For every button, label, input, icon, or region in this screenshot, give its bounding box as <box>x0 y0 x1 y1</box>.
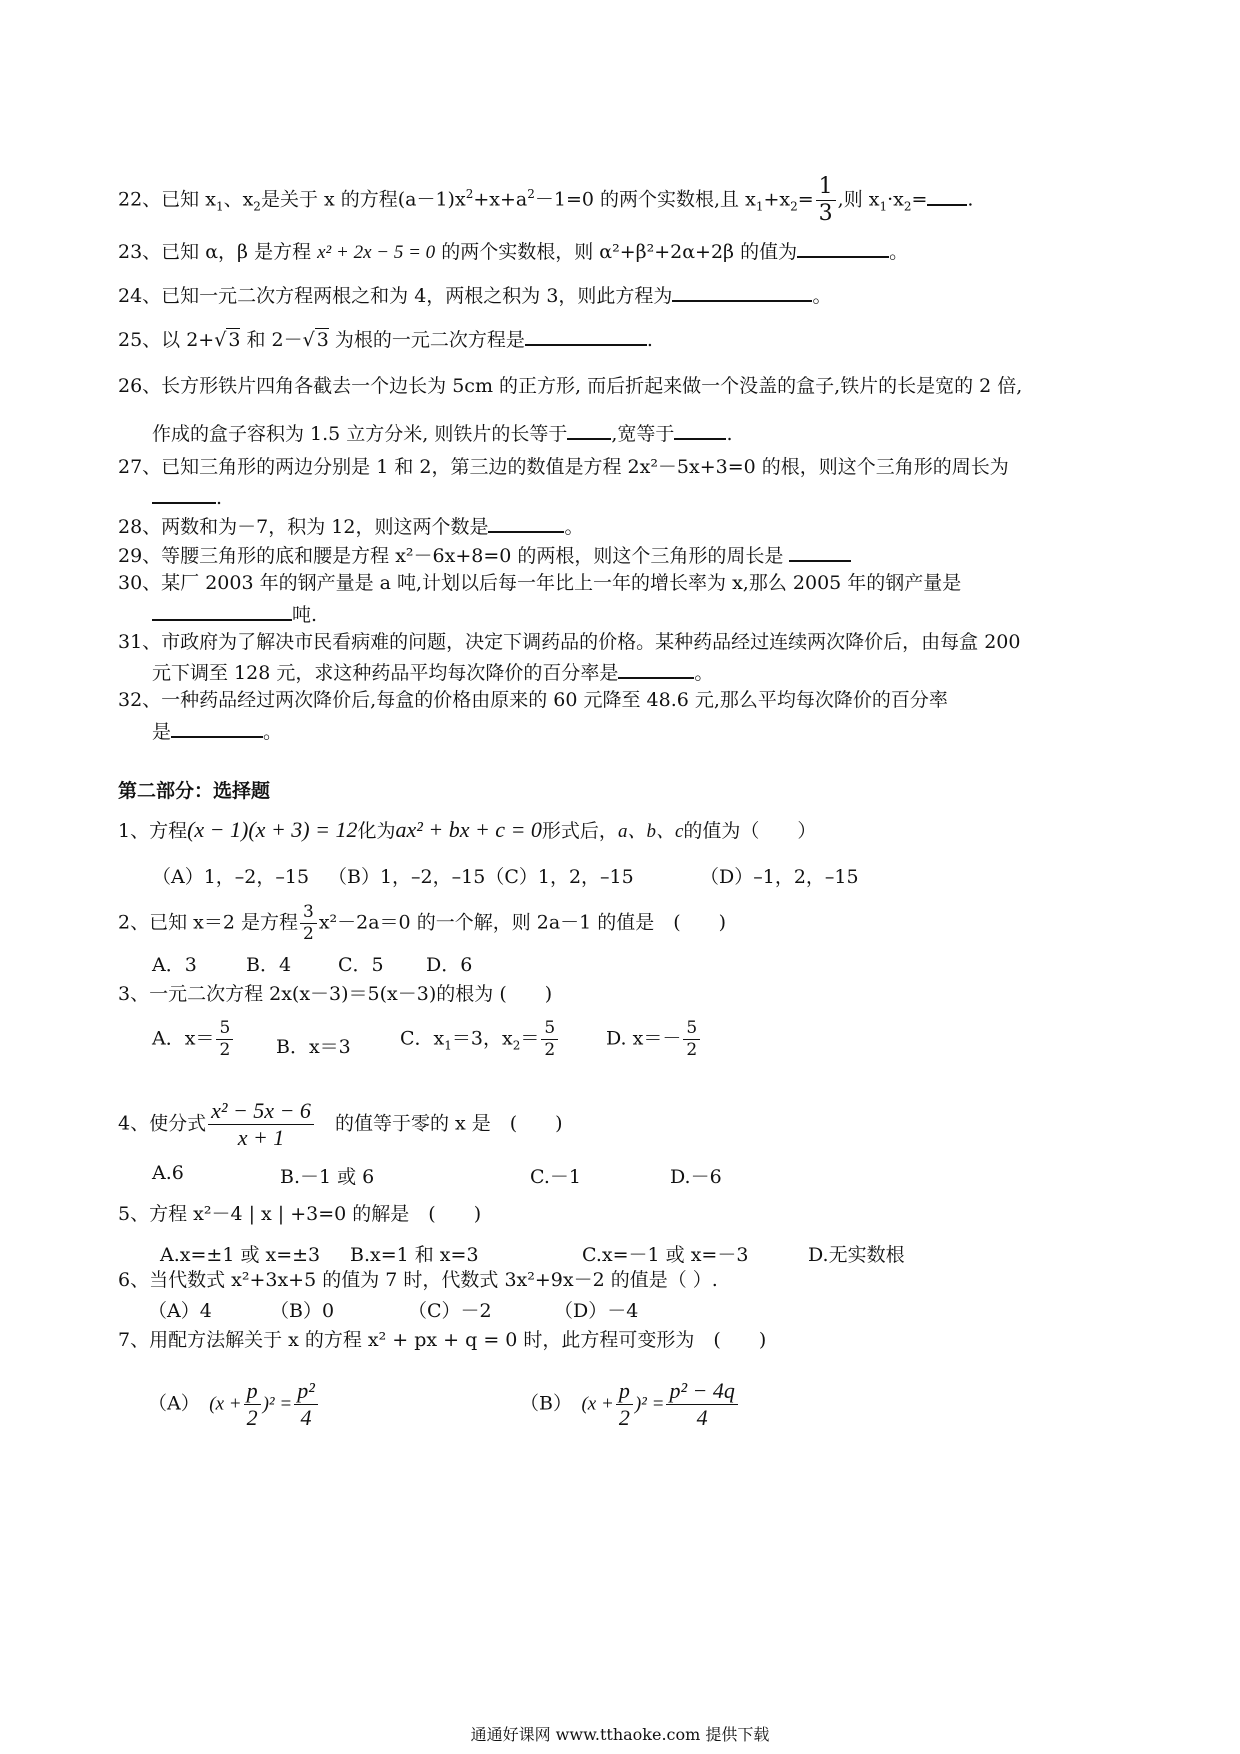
option[interactable]: C．5 <box>338 954 384 976</box>
question-27-line2: . <box>152 484 222 510</box>
fraction: $\frac{3}{2}$ <box>300 904 317 943</box>
equation: (x − 1)(x + 3) = 12 <box>187 817 358 842</box>
question-31-line2: 元下调至 128 元，求这种药品平均每次降价的百分率是 。 <box>152 659 713 685</box>
option[interactable]: C.x=－1 或 x=－3 <box>582 1244 749 1266</box>
answer-blank[interactable] <box>488 513 564 533</box>
fraction: $\frac{\text{x² − 5x − 6}}{x + 1}$ <box>208 1100 314 1149</box>
question-32-line2: 是 。 <box>152 718 282 744</box>
option[interactable]: B.－1 或 6 <box>280 1166 375 1188</box>
answer-blank[interactable] <box>171 718 263 738</box>
choice-4: 4、使分式 $\frac{\text{x² − 5x − 6}}{x + 1}$ 的值等于零的 x 是 ( ) <box>118 1098 563 1150</box>
question-29: 29、等腰三角形的底和腰是方程 x²－6x+8=0 的两根，则这个三角形的周长是 <box>118 542 851 568</box>
fraction: $\frac{p}{2}$ <box>244 1380 261 1429</box>
choice-6: 6、当代数式 x²+3x+5 的值为 7 时，代数式 3x²+9x－2 的值是（ ）. <box>118 1269 718 1291</box>
answer-blank[interactable] <box>567 420 611 440</box>
fraction: $\frac{5}{2}$ <box>683 1020 700 1059</box>
option[interactable]: A．3 <box>152 954 197 976</box>
fraction: $\frac{\text{p² − 4q}}{4}$ <box>666 1380 737 1429</box>
question-23: 23、已知 α，β 是方程 x² + 2x − 5 = 0 的两个实数根，则 α²+β²+2α+2β 的值为 。 <box>118 238 908 265</box>
answer-blank[interactable] <box>789 542 851 562</box>
option[interactable]: （A）1，–2，–15 <box>152 866 310 888</box>
option[interactable]: （B）1，–2，–15（C）1，2，–15 <box>328 866 634 888</box>
question-25: 25、以 2+√ 3 和 2－√ 3 为根的一元二次方程是 . <box>118 326 653 352</box>
option[interactable]: C．$x_1=3$，$x_2=$ $\frac{5}{2}$ <box>400 1020 560 1059</box>
option-a[interactable]: （A） (x + $\frac{p}{2}$ )² = $\frac{\text{p²}}{4}$ <box>148 1380 320 1429</box>
page-footer: 通通好课网 www.tthaoke.com 提供下载 <box>470 1725 770 1744</box>
choice-3: 3、一元二次方程 2x(x－3)＝5(x－3)的根为 ( ) <box>118 983 553 1005</box>
question-22: 22、已知 $x_1$、$x_2$是关于 x 的方程$(a-1)x^2+x+a^2-1=0$ 的两个实数根,且 $x_1+x_2=$ $\frac{1}{3}$ ,则 $x_1\cdot x_2=$ . <box>118 174 974 226</box>
choice-5: 5、方程 x²－4 | x | +3=0 的解是 ( ) <box>118 1203 482 1225</box>
equation: x² + 2x − 5 = 0 <box>317 242 436 263</box>
abs-value: | x | <box>242 1203 291 1225</box>
option[interactable]: A．x＝ $\frac{5}{2}$ <box>152 1020 235 1059</box>
question-24: 24、已知一元二次方程两根之和为 4，两根之积为 3，则此方程为 。 <box>118 282 831 308</box>
fraction: $\frac{\text{p²}}{4}$ <box>294 1380 318 1429</box>
answer-blank[interactable] <box>672 282 812 302</box>
option[interactable]: （C）－2 <box>408 1300 492 1322</box>
option[interactable]: D. x＝－ $\frac{5}{2}$ <box>606 1020 702 1059</box>
sqrt-3: √ 3 <box>302 329 329 351</box>
option[interactable]: （A）4 <box>148 1300 212 1322</box>
option[interactable]: B.x=1 和 x=3 <box>350 1244 479 1266</box>
option[interactable]: （B）0 <box>270 1300 335 1322</box>
answer-blank[interactable] <box>927 186 967 206</box>
choice-7: 7、用配方法解关于 x 的方程 x² + px + q = 0 时，此方程可变形为 ( ) <box>118 1329 767 1351</box>
question-26-line2: 作成的盒子容积为 1.5 立方分米, 则铁片的长等于 ,宽等于 . <box>152 420 732 446</box>
option-b[interactable]: （B） (x + $\frac{p}{2}$ )² = $\frac{\text{p² − 4q}}{4}$ <box>520 1380 740 1429</box>
option[interactable]: B．4 <box>246 954 292 976</box>
option[interactable]: （D）–1，2，–15 <box>700 866 859 888</box>
fraction: $\frac{5}{2}$ <box>216 1020 233 1059</box>
equation: ax² + bx + c = 0 <box>395 817 542 842</box>
answer-blank[interactable] <box>674 420 726 440</box>
sqrt-3: √ 3 <box>214 329 241 351</box>
option[interactable]: D.－6 <box>670 1166 722 1188</box>
question-30-line1: 30、某厂 2003 年的钢产量是 a 吨,计划以后每一年比上一年的增长率为 x,那么 2005 年的钢产量是 <box>118 572 962 594</box>
option[interactable]: A.6 <box>152 1162 184 1184</box>
answer-blank[interactable] <box>152 601 292 621</box>
option[interactable]: D．6 <box>426 954 473 976</box>
question-32-line1: 32、一种药品经过两次降价后,每盒的价格由原来的 60 元降至 48.6 元,那么平均每次降价的百分率 <box>118 689 948 711</box>
answer-blank[interactable] <box>618 659 694 679</box>
choice-1: 1、方程(x − 1)(x + 3) = 12化为ax² + bx + c = 0形式后，a、b、c的值为（ ） <box>118 817 817 842</box>
question-27-line1: 27、已知三角形的两边分别是 1 和 2，第三边的数值是方程 2x²－5x+3=0 的根，则这个三角形的周长为 <box>118 456 1009 478</box>
section-heading: 第二部分：选择题 <box>118 780 271 802</box>
answer-blank[interactable] <box>797 238 889 258</box>
question-26-line1: 26、长方形铁片四角各截去一个边长为 5cm 的正方形, 而后折起来做一个没盖的盒子,铁片的长是宽的 2 倍, <box>118 375 1023 397</box>
fraction: $\frac{1}{3}$ <box>816 176 836 225</box>
answer-blank[interactable] <box>525 326 647 346</box>
choice-2: 2、已知 x＝2 是方程 $\frac{3}{2}$ x²－2a＝0 的一个解，则 2a－1 的值是 ( ) <box>118 902 727 944</box>
question-31-line1: 31、市政府为了解决市民看病难的问题，决定下调药品的价格。某种药品经过连续两次降价后，由每盒 200 <box>118 631 1021 653</box>
option[interactable]: C.－1 <box>530 1166 581 1188</box>
option[interactable]: A.x=±1 或 x=±3 <box>160 1244 321 1266</box>
fraction: $\frac{p}{2}$ <box>616 1380 633 1429</box>
question-30-line2: 吨. <box>152 601 317 627</box>
answer-blank[interactable] <box>152 484 216 504</box>
option[interactable]: （D）－4 <box>554 1300 639 1322</box>
option[interactable]: B．x＝3 <box>276 1036 351 1058</box>
fraction: $\frac{5}{2}$ <box>541 1020 558 1059</box>
question-28: 28、两数和为－7，积为 12，则这两个数是 。 <box>118 513 584 539</box>
option[interactable]: D.无实数根 <box>808 1244 905 1266</box>
